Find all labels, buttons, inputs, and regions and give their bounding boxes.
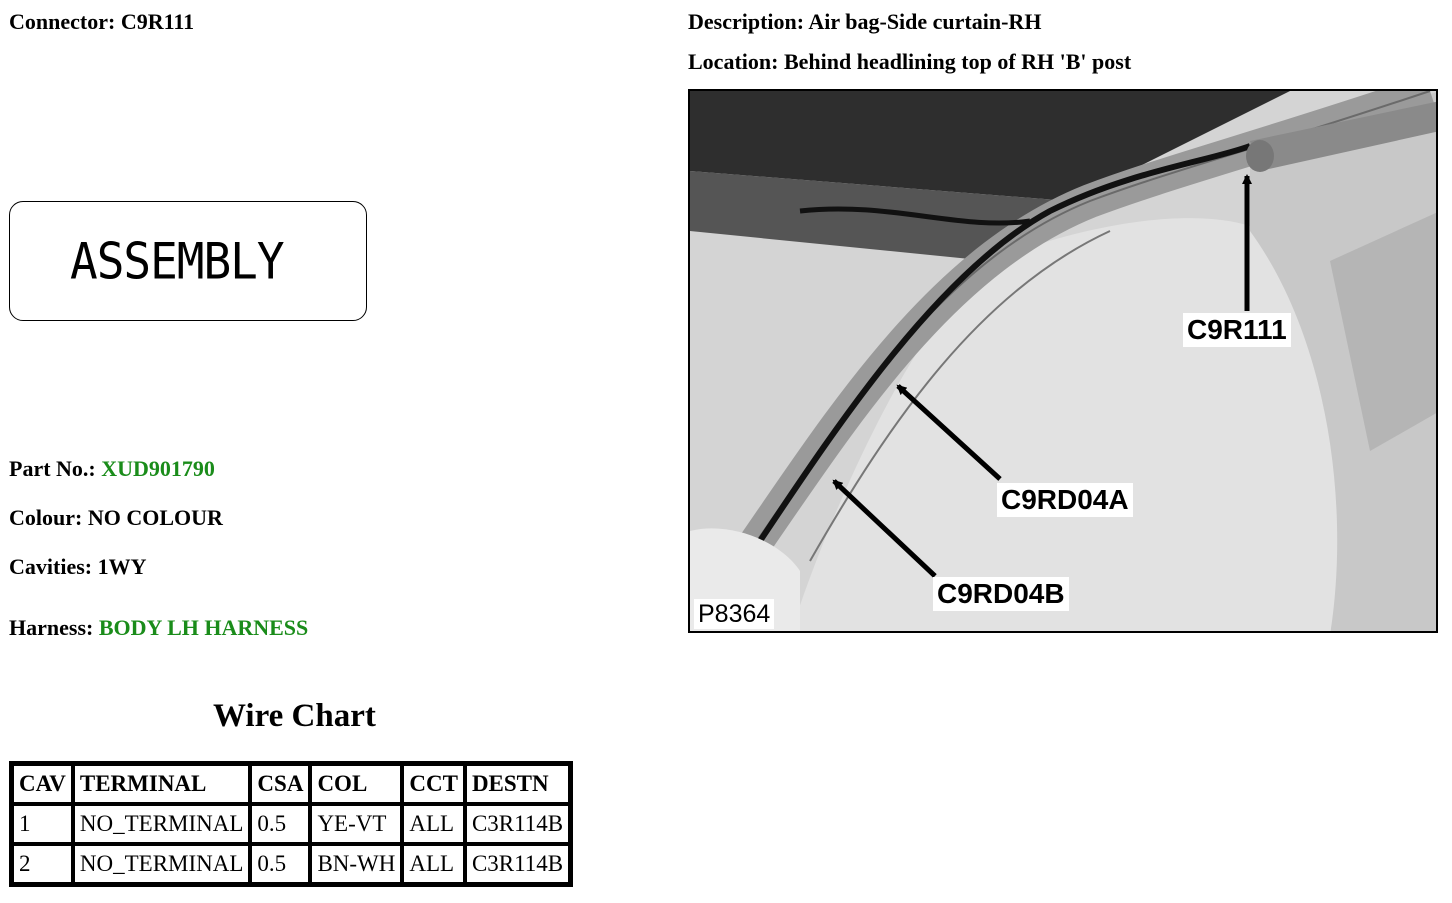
cavities-value: 1WY [97,554,147,579]
part-no-link[interactable]: XUD901790 [101,456,215,481]
colour-field [9,505,223,531]
description-value: Air bag-Side curtain-RH [808,9,1042,34]
assembly-box [9,201,367,321]
header-cct: CCT [402,764,465,804]
cell-terminal: NO_TERMINAL [73,844,251,884]
table-header-row [12,764,570,804]
header-col: COL [310,764,402,804]
harness-field [9,615,308,641]
harness-label: Harness: [9,615,94,640]
callout-c9rd04b: C9RD04B [933,577,1069,611]
cell-col: BN-WH [310,844,402,884]
cavities-label: Cavities: [9,554,93,579]
cell-cav: 1 [12,804,73,844]
cell-cct: ALL [402,844,465,884]
cell-csa: 0.5 [250,804,310,844]
connector-field [9,9,194,35]
cell-destn: C3R114B [465,804,570,844]
part-no-field [9,456,215,482]
photo-code: P8364 [694,599,774,629]
header-csa: CSA [250,764,310,804]
callout-c9r111: C9R111 [1183,313,1291,347]
harness-link[interactable]: BODY LH HARNESS [98,615,309,640]
location-label: Location: [688,49,779,74]
cell-csa: 0.5 [250,844,310,884]
cell-cav: 2 [12,844,73,884]
cell-cct: ALL [402,804,465,844]
part-no-label: Part No.: [9,456,96,481]
table-row [12,844,570,884]
cell-destn: C3R114B [465,844,570,884]
wire-chart-table [9,761,573,887]
location-illustration [690,91,1438,633]
colour-label: Colour: [9,505,83,530]
header-destn: DESTN [465,764,570,804]
location-value: Behind headlining top of RH 'B' post [783,49,1132,74]
cell-terminal: NO_TERMINAL [73,804,251,844]
location-photo [688,89,1438,633]
wire-chart-title: Wire Chart [213,698,376,734]
location-field [688,49,1131,75]
connector-label: Connector: [9,9,116,34]
header-cav: CAV [12,764,73,804]
connector-value: C9R111 [120,9,195,34]
description-field [688,9,1041,35]
table-row [12,804,570,844]
description-label: Description: [688,9,805,34]
header-terminal: TERMINAL [73,764,251,804]
callout-c9rd04a: C9RD04A [997,483,1133,517]
colour-value: NO COLOUR [87,505,223,530]
cavities-field [9,554,146,580]
cell-col: YE-VT [310,804,402,844]
assembly-label: ASSEMBLY [70,232,284,291]
